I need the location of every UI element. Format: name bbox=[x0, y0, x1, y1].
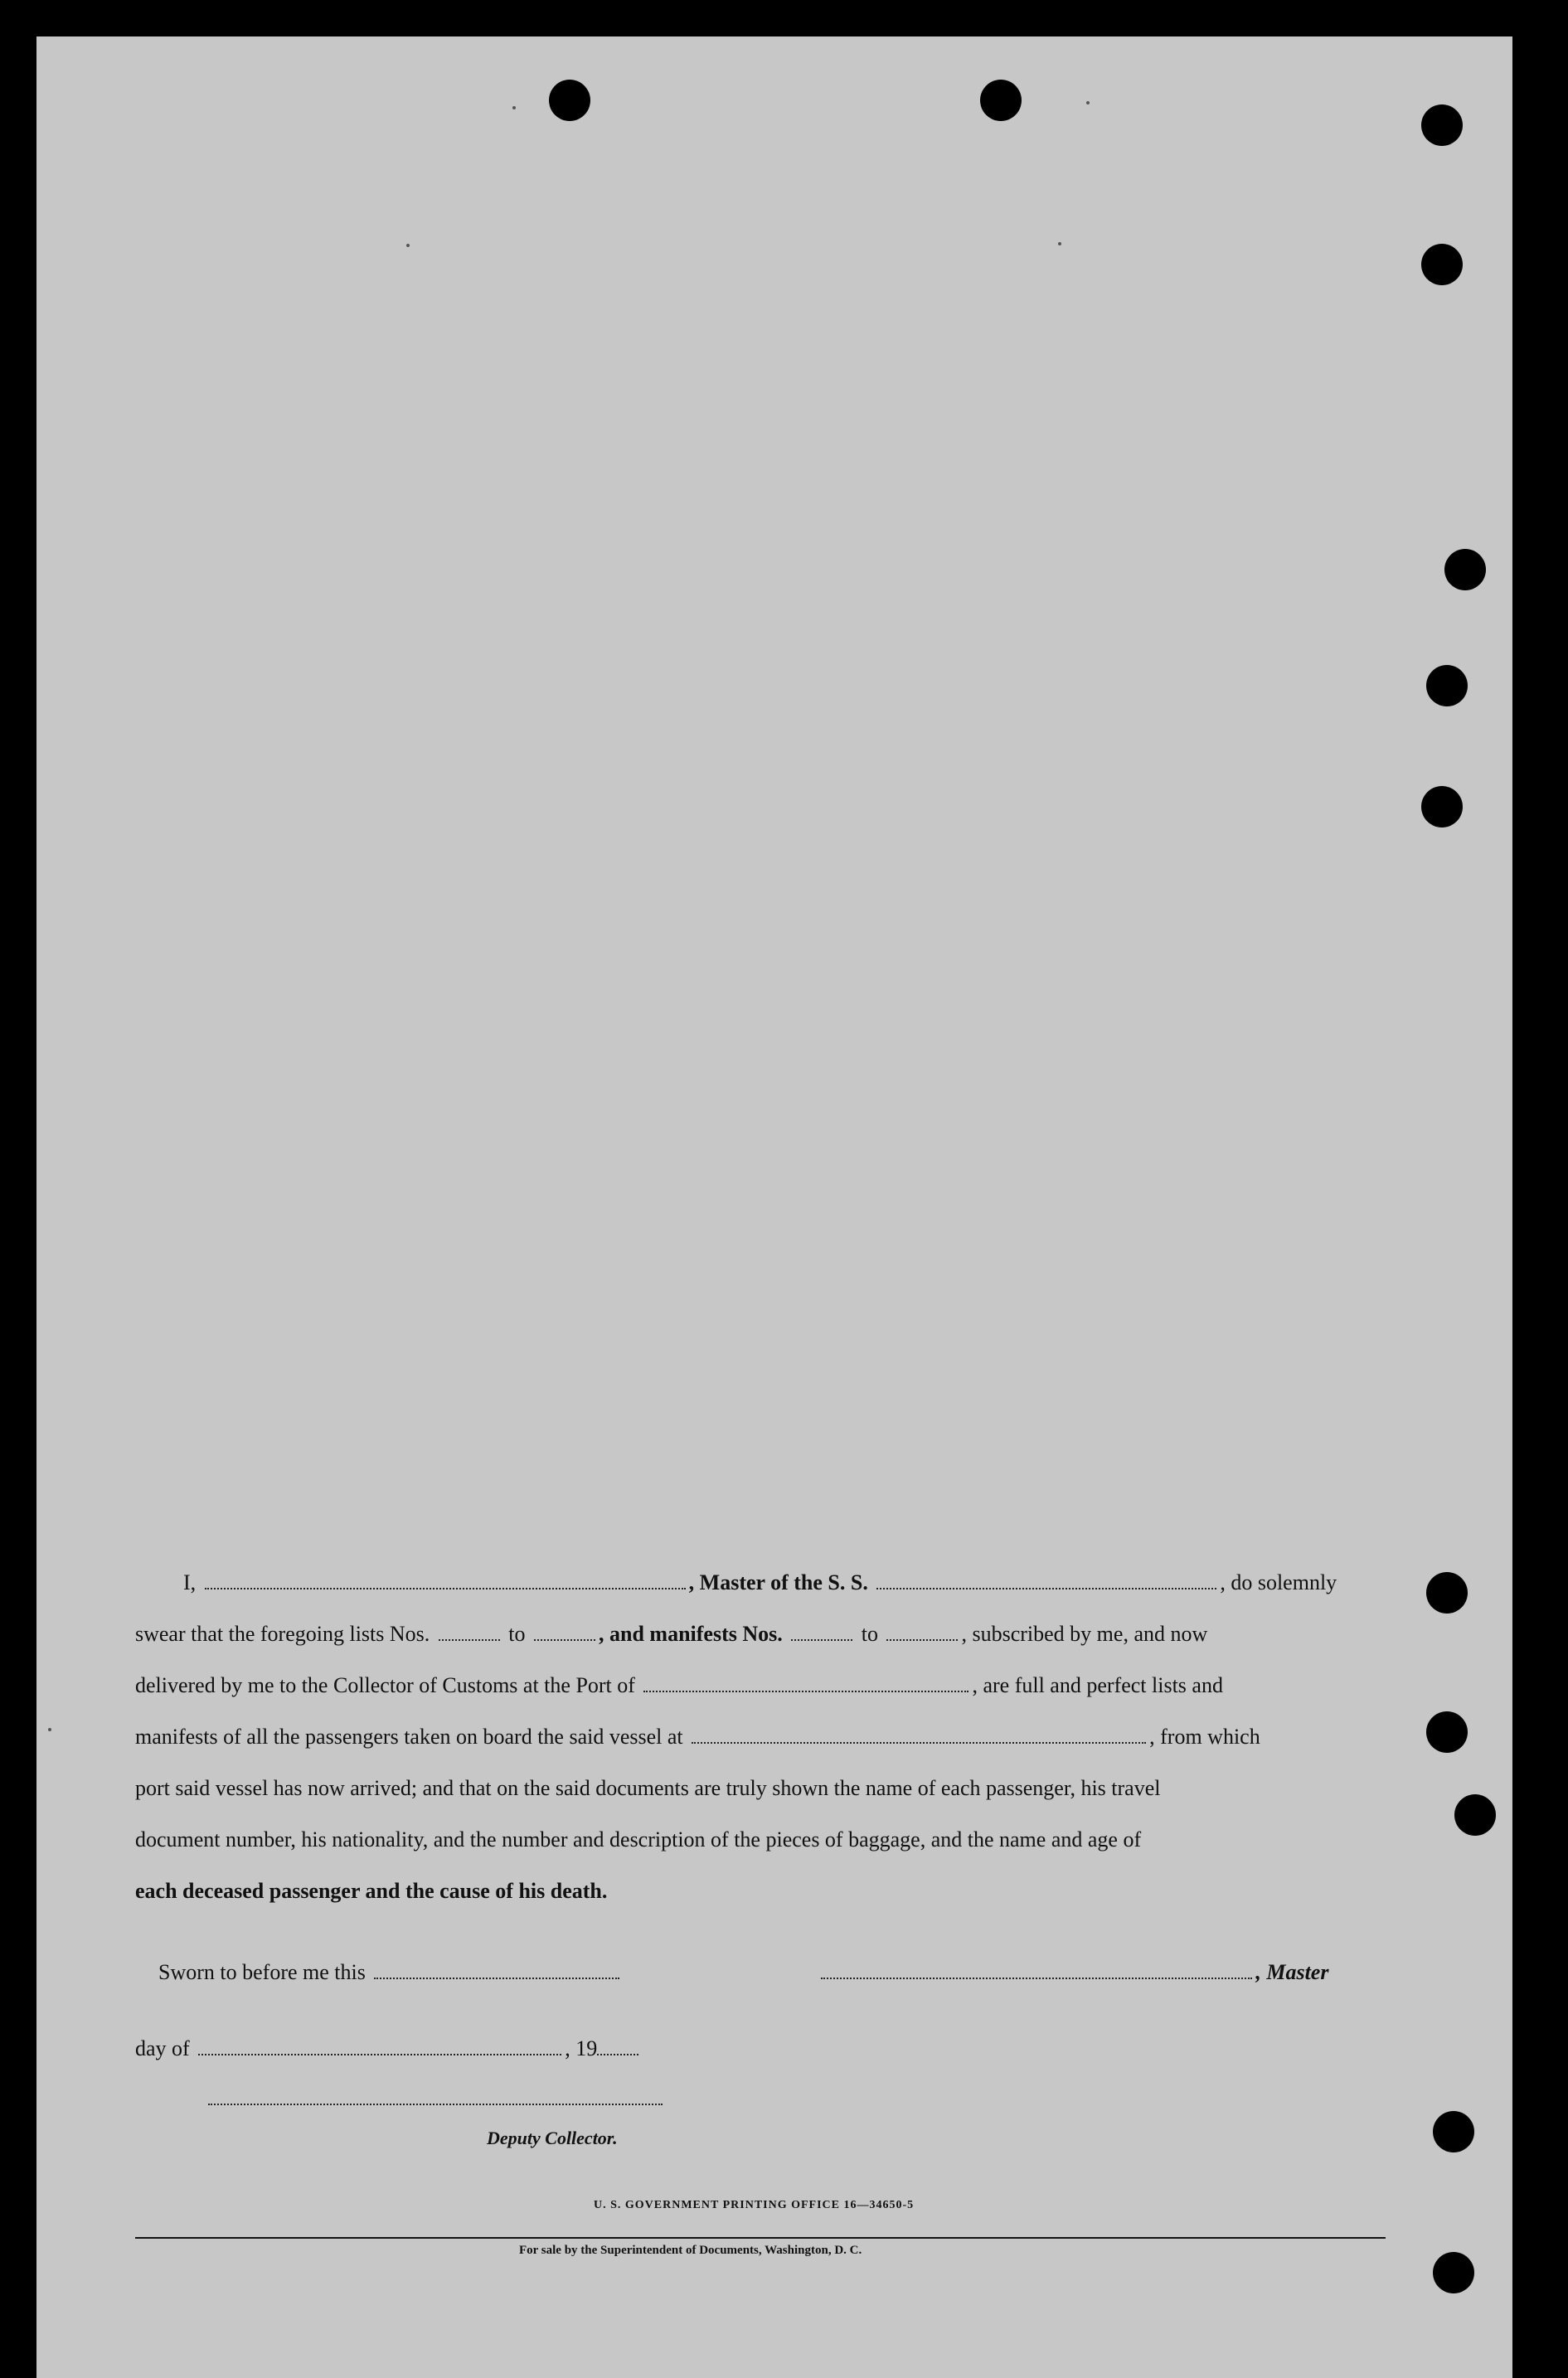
manifests-from-field[interactable] bbox=[791, 1624, 852, 1641]
oath-paragraph bbox=[135, 1570, 1386, 1919]
speck bbox=[1086, 101, 1090, 104]
text-deputy-collector: Deputy Collector. bbox=[487, 2128, 618, 2148]
year-field[interactable] bbox=[597, 2039, 638, 2055]
text-sworn: Sworn to before me this bbox=[158, 1960, 366, 1984]
oath-line-6: document number, his nationality, and the number and description of the pieces of baggage, and the name and age of bbox=[135, 1827, 1142, 1851]
speck bbox=[406, 244, 410, 247]
punch-hole bbox=[1421, 786, 1463, 827]
oath-line-5: port said vessel has now arrived; and that on the said documents are truly shown the name of each passenger, his travel bbox=[135, 1776, 1161, 1800]
oath-line-1 bbox=[135, 1570, 1386, 1595]
speck bbox=[1058, 242, 1061, 245]
speck bbox=[512, 106, 516, 109]
manifests-to-field[interactable] bbox=[886, 1624, 958, 1641]
text-subscribed: , subscribed by me, and now bbox=[961, 1622, 1208, 1646]
text-manifests: , and manifests Nos. bbox=[599, 1622, 783, 1646]
punch-hole bbox=[1454, 1794, 1496, 1836]
text-to-2: to bbox=[861, 1622, 878, 1646]
punch-hole bbox=[1426, 1711, 1468, 1753]
punch-hole bbox=[1433, 2252, 1474, 2293]
text-i: I, bbox=[183, 1570, 197, 1594]
punch-hole bbox=[1426, 1572, 1468, 1614]
deputy-signature-field[interactable] bbox=[208, 2089, 663, 2105]
footer-rule bbox=[135, 2237, 1386, 2239]
port-field[interactable] bbox=[643, 1676, 968, 1692]
punch-hole bbox=[1421, 104, 1463, 146]
lists-to-field[interactable] bbox=[534, 1624, 595, 1641]
text-to: to bbox=[508, 1622, 526, 1646]
signature-block bbox=[135, 1960, 1386, 2176]
punch-hole bbox=[980, 80, 1022, 121]
punch-hole bbox=[1421, 244, 1463, 285]
master-signature-field[interactable] bbox=[821, 1963, 1252, 1979]
punch-hole bbox=[1426, 665, 1468, 706]
lists-from-field[interactable] bbox=[439, 1624, 500, 1641]
sworn-day-field[interactable] bbox=[374, 1963, 619, 1979]
embark-port-field[interactable] bbox=[692, 1727, 1146, 1744]
punch-hole bbox=[549, 80, 590, 121]
text-year: , 19 bbox=[565, 2036, 598, 2060]
text-do-solemnly: , do solemnly bbox=[1220, 1570, 1337, 1594]
printer-imprint: U. S. GOVERNMENT PRINTING OFFICE 16—34650-5 bbox=[594, 2199, 915, 2211]
text-master: , Master bbox=[1255, 1960, 1329, 1984]
text-from-which: , from which bbox=[1149, 1725, 1260, 1749]
sale-notice: For sale by the Superintendent of Documents, Washington, D. C. bbox=[519, 2244, 862, 2257]
vessel-name-field[interactable] bbox=[876, 1573, 1216, 1589]
punch-hole bbox=[1444, 549, 1486, 590]
text-delivered: delivered by me to the Collector of Customs at the Port of bbox=[135, 1673, 635, 1697]
day-of-line bbox=[135, 2036, 1386, 2061]
month-field[interactable] bbox=[198, 2039, 561, 2055]
text-manifests-all: manifests of all the passengers taken on board the said vessel at bbox=[135, 1725, 683, 1749]
sworn-line bbox=[135, 1960, 1386, 1985]
name-field[interactable] bbox=[205, 1573, 686, 1589]
text-day-of: day of bbox=[135, 2036, 190, 2060]
oath-line-3 bbox=[135, 1673, 1386, 1698]
deputy-line bbox=[135, 2086, 1386, 2111]
text-full-perfect: , are full and perfect lists and bbox=[972, 1673, 1223, 1697]
oath-line-4 bbox=[135, 1725, 1386, 1750]
speck bbox=[48, 1728, 51, 1731]
text-master-of-ss: , Master of the S. S. bbox=[688, 1570, 868, 1594]
text-swear: swear that the foregoing lists Nos. bbox=[135, 1622, 430, 1646]
oath-line-2 bbox=[135, 1622, 1386, 1647]
oath-line-7: each deceased passenger and the cause of his death. bbox=[135, 1879, 608, 1903]
